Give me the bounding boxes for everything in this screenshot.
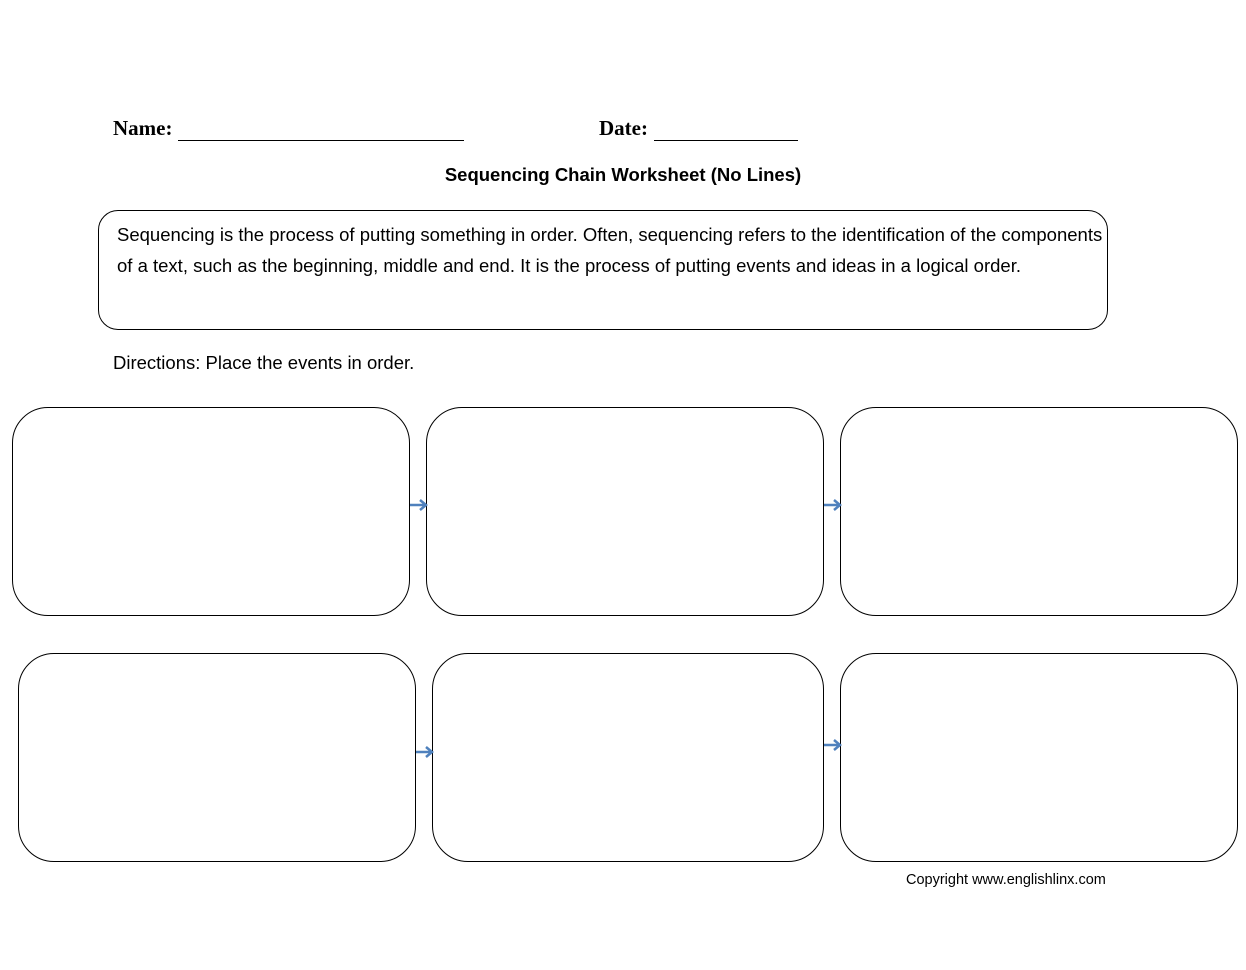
event-box-3[interactable]	[840, 407, 1238, 616]
arrow-right-icon	[410, 499, 428, 511]
directions: Directions: Place the events in order.	[113, 352, 415, 373]
event-box-1[interactable]	[12, 407, 410, 616]
name-line[interactable]	[178, 120, 464, 141]
arrow-right-icon	[416, 746, 434, 758]
name-label: Name:	[113, 116, 173, 140]
intro-box: Sequencing is the process of putting something in order. Often, sequencing refers to the identification of the components of a text, such as the beginning, middle and end. It is the process of putting events and ideas in a logical order.	[98, 210, 1108, 330]
name-field[interactable]	[113, 116, 464, 141]
worksheet-title: Sequencing Chain Worksheet (No Lines)	[444, 164, 802, 185]
arrow-right-icon	[824, 739, 842, 751]
date-line[interactable]	[654, 120, 798, 141]
event-box-2[interactable]	[426, 407, 824, 616]
event-box-6[interactable]	[840, 653, 1238, 862]
date-field[interactable]	[599, 116, 798, 141]
event-box-4[interactable]	[18, 653, 416, 862]
copyright: Copyright www.englishlinx.com	[906, 872, 1106, 888]
arrow-right-icon	[824, 499, 842, 511]
event-box-5[interactable]	[432, 653, 824, 862]
date-label: Date:	[599, 116, 648, 140]
